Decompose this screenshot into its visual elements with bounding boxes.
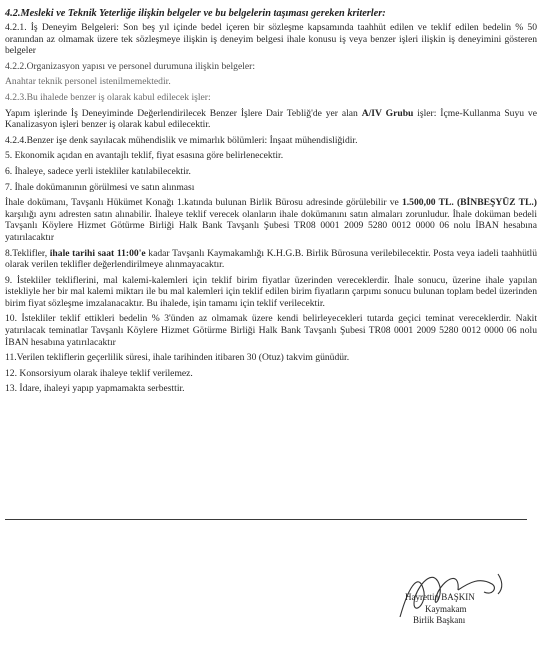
signatory-title: Kaymakam xyxy=(425,603,467,614)
paragraph-13: 13. İdare, ihaleyi yapıp yapmamakta serbesttir. xyxy=(5,383,185,395)
paragraph-4-2-3 xyxy=(5,92,537,131)
paragraph-4-2-3-body-post: işler: İçme-Kullanma Suyu ve Kanalizasyon işleri benzer iş olarak kabul edilecektir. xyxy=(5,107,537,131)
paragraph-5: 5. Ekonomik açıdan en avantajlı teklif, fiyat esasına göre belirlenecektir. xyxy=(5,150,284,162)
paragraph-7-pre: İhale dokümanı, Tavşanlı Hükümet Konağı 1.katında bulunan Birlik Bürosu adresinde görülebilir ve xyxy=(5,197,399,209)
paragraph-4-2-2-title: 4.2.2.Organizasyon yapısı ve personel durumuna ilişkin belgeler: xyxy=(5,60,256,72)
paragraph-11: 11.Verilen tekliflerin geçerlilik süresi, ihale tarihinden itibaren 30 (Otuz) takvim günüdür. xyxy=(5,352,350,364)
paragraph-4-2-3-body xyxy=(5,108,537,131)
paragraph-12: 12. Konsorsiyum olarak ihaleye teklif verilemez. xyxy=(5,367,193,379)
paragraph-7-body xyxy=(5,197,537,243)
paragraph-7-price: 1.500,00 TL. (BİNBEŞYÜZ TL.) xyxy=(401,197,537,209)
paragraph-7-post: karşılığı aynı adresten satın alınabilir. İhaleye teklif verecek olanların ihale dokümanını satın almaları zorunludur. İhale doküman bedeli Tavşanlı Köylere Hizmet Götürme Birliği Halk Bank Tavşanlı Şubesi TR08 0001 2009 5280 0012 0000 06 nolu İBAN hesabına yatırılacaktır xyxy=(5,208,537,243)
paragraph-7-title: 7. İhale dokümanının görülmesi ve satın alınması xyxy=(5,181,195,193)
paragraph-4-2-2-body: Anahtar teknik personel istenilmemektedir. xyxy=(5,76,171,88)
signatory-org: Birlik Başkanı xyxy=(413,615,466,625)
paragraph-6: 6. İhaleye, sadece yerli istekliler katılabilecektir. xyxy=(5,165,191,177)
paragraph-10: 10. İstekliler teklif ettikleri bedelin % 3'ünden az olmamak üzere kendi belirleyecekleri tutarda geçici teminat vereceklerdir. Nakit yatırılacak teminatlar Tavşanlı Köylere Hizmet Götürme Birliği Halk Bank Tavşanlı Şubesi TR08 0001 2009 5280 0012 0000 06 nolu İBAN hesabına yatırılacaktır xyxy=(5,313,537,348)
signatory-name: Hayrettin BAŞKIN xyxy=(405,592,475,602)
divider-line xyxy=(5,519,527,520)
paragraph-4-2-1 xyxy=(5,22,537,57)
paragraph-8-post: kadar Tavşanlı Kaymakamlığı K.H.G.B. Birlik Bürosuna verilebilecektir. Posta veya iadeli taahhütlü olarak verilen teklifler değerlendirilmeye alınmayacaktır. xyxy=(5,247,538,271)
paragraph-9: 9. İstekliler tekliflerini, mal kalemi-kalemleri için teklif birim fiyatlar üzerinden vereceklerdir. İhale sonucu, üzerine ihale yapılan istekliyle her bir mal kalemi miktarı ile bu mal kalemleri için teklif edilen birim fiyatların çarpımı sonucu bulunan toplam bedel üzerinden birim fiyat sözleşme imzalanacaktır. Bu ihalede, işin tamamı için teklif verilecektir. xyxy=(5,274,537,309)
paragraph-8-deadline: ihale tarihi saat 11:00'e xyxy=(49,247,146,259)
section-heading: 4.2.Mesleki ve Teknik Yeterliğe ilişkin belgeler ve bu belgelerin taşıması gereken kriterler: xyxy=(5,8,386,19)
paragraph-4-2-3-title: 4.2.3.Bu ihalede benzer iş olarak kabul edilecek işler: xyxy=(5,91,211,103)
paragraph-4-2-1-text: 4.2.1. İş Deneyim Belgeleri: Son beş yıl içinde bedel içeren bir sözleşme kapsamında taahhüt edilen ve teklif edilen bedelin % 50 oranından az olmamak üzere tek sözleşmeye ilişkin iş deneyim belgesi ihale konusu iş veya benzer işleri ilişkin iş deneyimini gösteren belgeler xyxy=(5,22,537,57)
paragraph-4-2-2 xyxy=(5,61,537,88)
paragraph-8 xyxy=(5,248,537,271)
paragraph-8-pre: 8.Teklifler, xyxy=(5,247,48,259)
paragraph-4-2-3-body-pre: Yapım işlerinde İş Deneyiminde Değerlendirilecek Benzer İşlere Dair Tebliğ'de yer alan xyxy=(5,107,358,119)
paragraph-4-2-4: 4.2.4.Benzer işe denk sayılacak mühendislik ve mimarlık bölümleri: İnşaat mühendisliğidir. xyxy=(5,134,358,146)
paragraph-4-2-3-group: A/IV Grubu xyxy=(361,107,414,119)
signature-block xyxy=(405,592,475,627)
